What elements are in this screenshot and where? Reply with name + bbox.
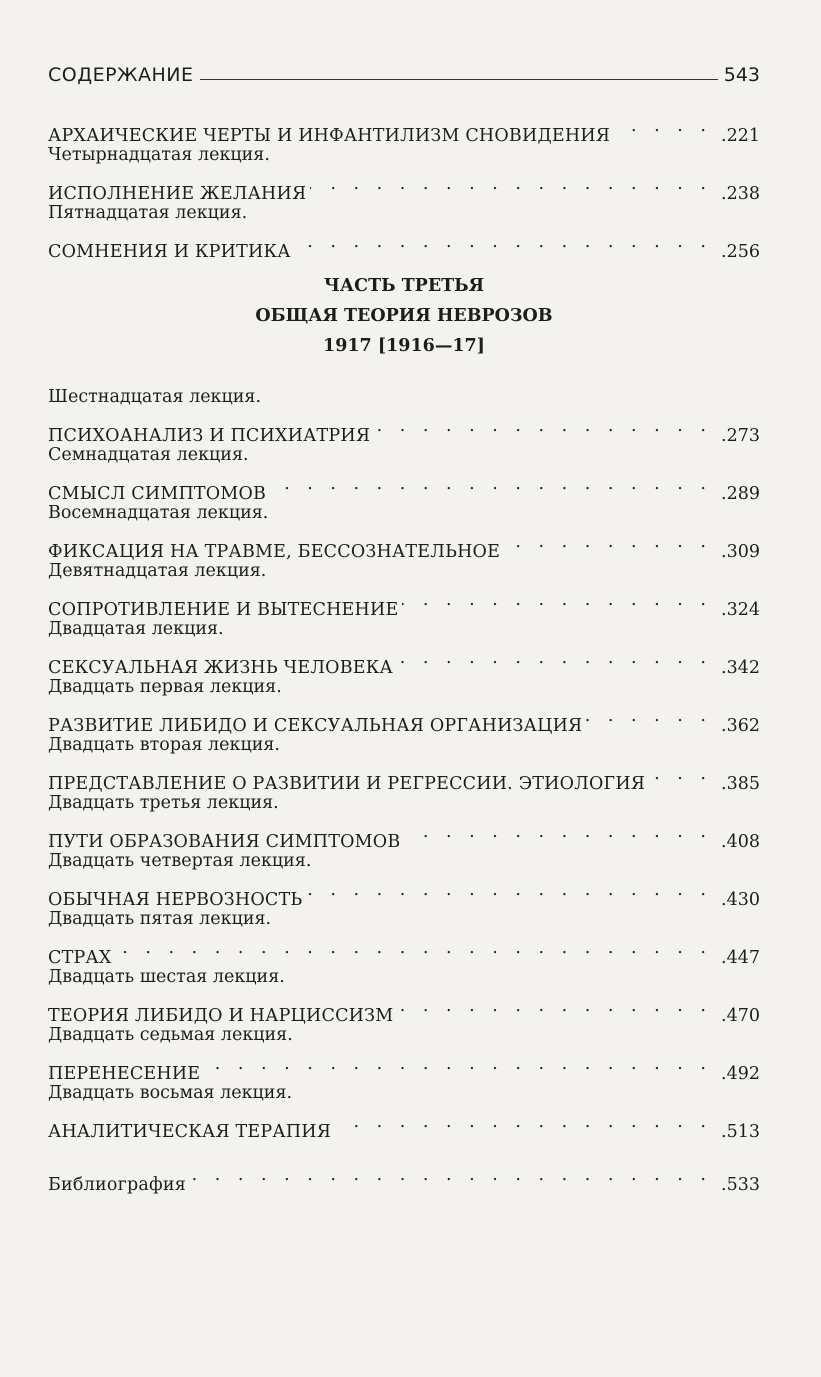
dot-leader [335,1108,712,1137]
dot-leader [397,644,712,673]
entry-title: СОПРОТИВЛЕНИЕ И ВЫТЕСНЕНИЕ [48,600,399,620]
lecture-label: Двадцать четвертая лекция. [48,851,312,871]
entry-page: .430 [721,890,760,910]
dot-leader [397,992,712,1021]
lecture-label: Четырнадцатая лекция. [48,145,270,165]
entry-page: .470 [721,1006,760,1026]
entry-page: .238 [721,184,760,204]
dot-leader [649,760,712,789]
entry-title: СЕКСУАЛЬНАЯ ЖИЗНЬ ЧЕЛОВЕКА [48,658,393,678]
entry-page: .492 [721,1064,760,1084]
lecture-label: Восемнадцатая лекция. [48,503,269,523]
entry-title: РАЗВИТИЕ ЛИБИДО И СЕКСУАЛЬНАЯ ОРГАНИЗАЦИЯ [48,716,583,736]
toc-entry-bibliography[interactable] [48,1161,760,1195]
lecture-label: Двадцать восьмая лекция. [48,1083,293,1103]
toc-entry[interactable] [48,228,760,262]
entry-title: СОМНЕНИЯ И КРИТИКА [48,242,291,262]
lecture-label: Двадцатая лекция. [48,619,224,639]
entry-title: АНАЛИТИЧЕСКАЯ ТЕРАПИЯ [48,1122,332,1142]
toc-entry[interactable] [48,170,760,204]
entry-page: .513 [721,1122,760,1142]
toc-entry[interactable] [48,818,760,852]
toc-entry[interactable] [48,470,760,504]
dot-leader [614,112,712,141]
entry-title: Библиография [48,1175,186,1195]
toc-entry[interactable] [48,934,760,968]
toc-entry[interactable] [48,876,760,910]
dot-leader [504,528,712,557]
lecture-label: Двадцать пятая лекция. [48,909,272,929]
running-header [48,52,760,86]
dot-leader [374,412,712,441]
lecture-label: Шестнадцатая лекция. [48,387,262,407]
toc-entry[interactable] [48,760,760,794]
entry-page: .256 [721,242,760,262]
toc-entry[interactable] [48,992,760,1026]
dot-leader [306,876,712,905]
entry-page: .362 [721,716,760,736]
entry-page: .221 [721,126,760,146]
toc-entry[interactable] [48,528,760,562]
part-number: ЧАСТЬ ТРЕТЬЯ [323,276,485,296]
entry-title: СТРАХ [48,948,112,968]
entry-title: ТЕОРИЯ ЛИБИДО И НАРЦИССИЗМ [48,1006,394,1026]
entry-title: ФИКСАЦИЯ НА ТРАВМЕ, БЕССОЗНАТЕЛЬНОЕ [48,542,501,562]
entry-title: ПСИХОАНАЛИЗ И ПСИХИАТРИЯ [48,426,371,446]
toc-entry[interactable] [48,112,760,146]
toc-entry[interactable] [48,1050,760,1084]
lecture-label: Семнадцатая лекция. [48,445,249,465]
entry-title: СМЫСЛ СИМПТОМОВ [48,484,267,504]
dot-leader [190,1161,712,1190]
part-years: 1917 [1916—17] [323,336,485,356]
lecture-label: Двадцать третья лекция. [48,793,279,813]
toc-entry[interactable] [48,1108,760,1142]
lecture-label: Двадцать седьмая лекция. [48,1025,293,1045]
dot-leader [310,170,712,199]
entry-title: ПЕРЕНЕСЕНИЕ [48,1064,201,1084]
lecture-label: Пятнадцатая лекция. [48,203,248,223]
dot-leader [295,228,712,257]
dot-leader [404,818,712,847]
toc-entry[interactable] [48,586,760,620]
entry-title: ПУТИ ОБРАЗОВАНИЯ СИМПТОМОВ [48,832,401,852]
bibliography-section [48,1161,760,1195]
lecture-label: Двадцать первая лекция. [48,677,282,697]
toc-entry[interactable] [48,702,760,736]
entry-title: ПРЕДСТАВЛЕНИЕ О РАЗВИТИИ И РЕГРЕССИИ. ЭТИОЛОГИЯ [48,774,646,794]
entry-title: ИСПОЛНЕНИЕ ЖЕЛАНИЯ [48,184,307,204]
dot-leader [586,702,712,731]
lecture-label: Двадцать шестая лекция. [48,967,285,987]
lecture-label: Девятнадцатая лекция. [48,561,267,581]
entry-page: .533 [721,1175,760,1195]
lecture-label: Двадцать вторая лекция. [48,735,280,755]
toc-entry[interactable] [48,644,760,678]
dot-leader [116,934,712,963]
toc-entry[interactable] [48,412,760,446]
entry-page: .273 [721,426,760,446]
entry-title: ОБЫЧНАЯ НЕРВОЗНОСТЬ [48,890,303,910]
entry-page: .447 [721,948,760,968]
dot-leader [402,586,712,615]
header-page-number: 543 [723,64,760,86]
dot-leader [270,470,712,499]
part-heading [48,271,760,361]
header-rule [200,79,718,80]
toc-entries-top [48,112,760,262]
entry-page: .342 [721,658,760,678]
part-title: ОБЩАЯ ТЕОРИЯ НЕВРОЗОВ [255,306,553,326]
toc-page [48,52,760,1195]
entry-page: .324 [721,600,760,620]
toc-entries-part3 [48,383,760,1142]
entry-page: .309 [721,542,760,562]
entry-page: .289 [721,484,760,504]
dot-leader [204,1050,712,1079]
header-title: СОДЕРЖАНИЕ [48,64,194,86]
entry-page: .385 [721,774,760,794]
entry-title: АРХАИЧЕСКИЕ ЧЕРТЫ И ИНФАНТИЛИЗМ СНОВИДЕНИЯ [48,126,611,146]
entry-page: .408 [721,832,760,852]
